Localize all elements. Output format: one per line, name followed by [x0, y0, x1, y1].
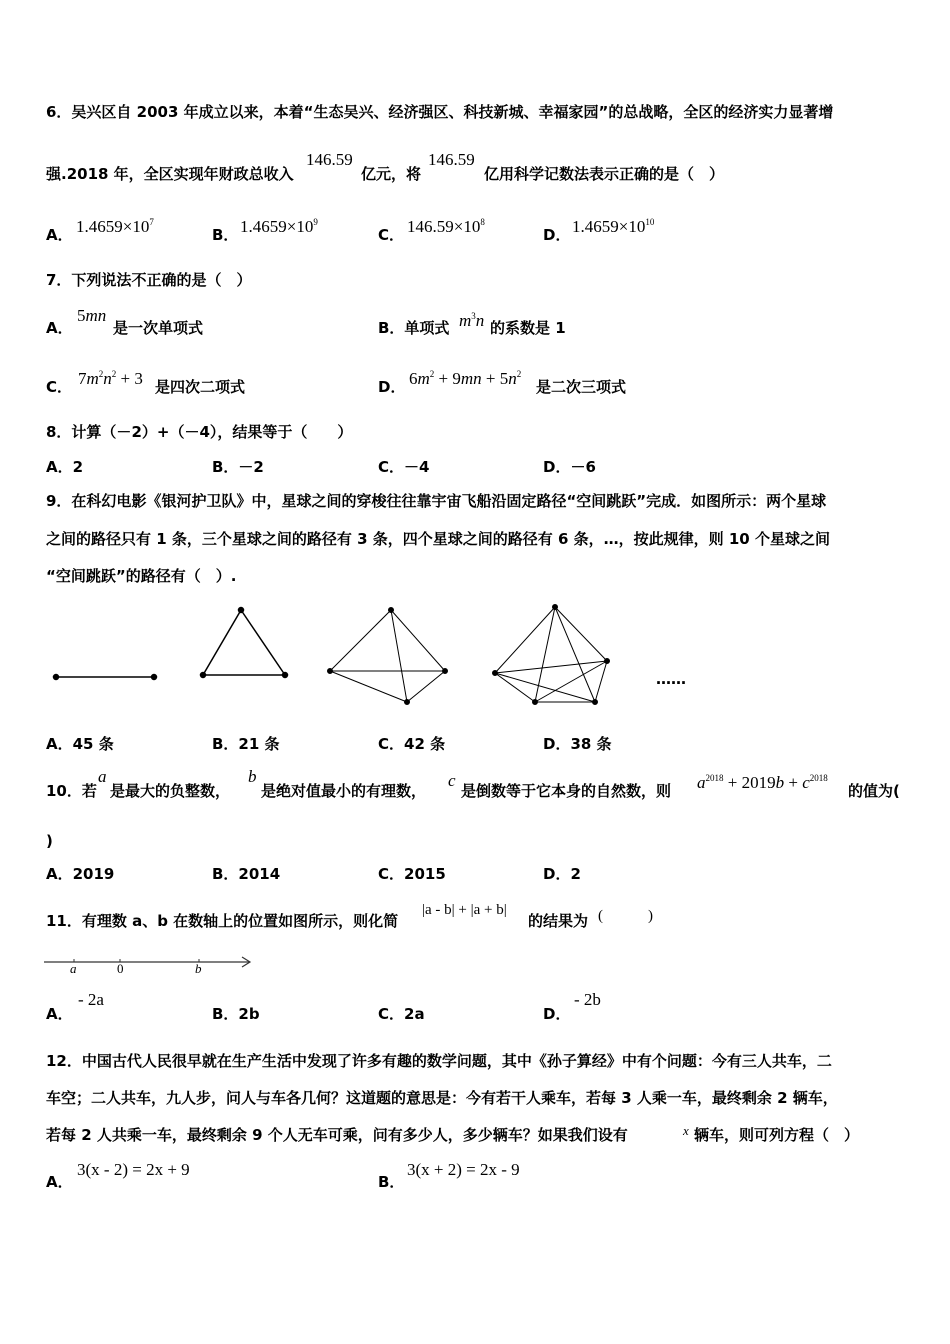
q11-opt-a-val: - 2a — [78, 990, 104, 1009]
graph-2-stars — [54, 675, 157, 680]
q6-line2-b: 亿元，将 — [361, 165, 422, 183]
q6-opt-b-label: B． — [212, 226, 239, 244]
q6-opt-d-label: D． — [543, 226, 571, 244]
q10-opt-b: B．2014 — [212, 865, 281, 883]
q10-text-5: 的值为( — [848, 782, 900, 800]
q12-opt-a-label: A． — [46, 1173, 73, 1191]
q10-text-3: 是绝对值最小的有理数， — [261, 782, 427, 800]
q10-text-2: 是最大的负整数， — [110, 782, 231, 800]
q7-opt-d-expr: $6m^2 + 9mn + 5n^2$ — [409, 369, 522, 388]
q10-text-4: 是倒数等于它本身的自然数，则 — [461, 782, 672, 800]
q7-opt-b-label: B．单项式 — [378, 319, 450, 337]
q6-line2-a: 强.2018 年，全区实现年财政总收入 — [46, 165, 294, 183]
q11-stem-b: 的结果为 — [528, 912, 589, 930]
q7-opt-a-text: 是一次单项式 — [113, 319, 204, 337]
q6-opt-d-expr: $1.4659\times 10^{10}$ — [572, 217, 655, 236]
q7-opt-c-expr: $7m^2n^2 + 3$ — [78, 369, 143, 388]
q11-paren: ( ) — [598, 908, 653, 924]
q12-opt-a-eq: 3(x - 2) = 2x + 9 — [77, 1160, 190, 1179]
q7-opt-d-label: D． — [378, 378, 406, 396]
axis-label-b: b — [195, 961, 202, 976]
q10-line2: ) — [46, 832, 53, 850]
q8-opt-a: A．2 — [46, 458, 84, 476]
axis-label-a: a — [70, 961, 77, 976]
q12-opt-b-eq: 3(x + 2) = 2x - 9 — [407, 1160, 520, 1179]
q7-opt-c-label: C． — [46, 378, 73, 396]
q11-opt-a-label: A． — [46, 1005, 73, 1023]
q10-var-b: b — [248, 767, 257, 786]
q9-opt-c: C．42 条 — [378, 735, 446, 753]
q11-number-line — [44, 950, 264, 980]
q6-num1: 146.59 — [306, 150, 353, 169]
q9-opt-b: B．21 条 — [212, 735, 280, 753]
q9-line3: “空间跳跃”的路径有（ ）. — [46, 567, 237, 585]
q8-opt-c: C．－4 — [378, 458, 430, 476]
q10-expression: $a^{2018} + 2019b + c^{2018}$ — [697, 773, 828, 792]
q7-stem: 7．下列说法不正确的是（ ） — [46, 271, 252, 289]
q12-line2: 车空；二人共车，九人步，问人与车各几何？这道题的意思是：今有若干人乘车，若每 3 人乘一车，最终剩余 2 辆车， — [46, 1089, 838, 1107]
q7-opt-b-expr: $m^3n$ — [459, 311, 485, 330]
graph-3-stars — [201, 608, 288, 678]
q6-opt-c-label: C． — [378, 226, 405, 244]
q7-opt-a-label: A． — [46, 319, 73, 337]
q12-opt-b-label: B． — [378, 1173, 405, 1191]
q9-opt-d: D．38 条 — [543, 735, 612, 753]
q10-var-a: a — [98, 767, 107, 786]
q11-opt-d-val: - 2b — [574, 990, 601, 1009]
q12-line3-b: 辆车，则可列方程（ ） — [694, 1126, 860, 1144]
q10-text-1: 10．若 — [46, 782, 97, 800]
q7-opt-d-text: 是二次三项式 — [536, 378, 627, 396]
axis-label-0: 0 — [117, 961, 124, 976]
q11-expression: |a - b| + |a + b| — [422, 902, 507, 918]
q12-var-x: x — [683, 1123, 689, 1138]
q7-opt-a-expr: 5mn — [77, 306, 107, 325]
q8-opt-b: B．－2 — [212, 458, 264, 476]
q6-line1: 6．吴兴区自 2003 年成立以来，本着“生态吴兴、经济强区、科技新城、幸福家园”的总战略，全区的经济实力显著增 — [46, 103, 834, 121]
q9-line1: 9．在科幻电影《银河护卫队》中，星球之间的穿梭往往靠宇宙飞船沿固定路径“空间跳跃”完成．如图所示：两个星球 — [46, 492, 827, 510]
q6-opt-a-label: A． — [46, 226, 73, 244]
q11-opt-b: B．2b — [212, 1005, 260, 1023]
q6-line2-c: 亿用科学记数法表示正确的是（ ） — [484, 165, 725, 183]
q9-line2: 之间的路径只有 1 条，三个星球之间的路径有 3 条，四个星球之间的路径有 6 条，…，按此规律，则 10 个星球之间 — [46, 530, 830, 548]
q10-var-c: c — [448, 771, 456, 790]
q9-figure — [0, 600, 950, 720]
q9-ellipsis: …… — [656, 670, 686, 688]
q10-opt-a: A．2019 — [46, 865, 115, 883]
q6-opt-b-expr: $1.4659\times 10^9$ — [240, 217, 318, 236]
q11-opt-c: C．2a — [378, 1005, 425, 1023]
q12-line1: 12．中国古代人民很早就在生产生活中发现了许多有趣的数学问题，其中《孙子算经》中有个问题：今有三人共车，二 — [46, 1052, 832, 1070]
q6-num2: 146.59 — [428, 150, 475, 169]
q8-stem: 8．计算（－2）+（－4），结果等于（ ） — [46, 423, 353, 441]
graph-4-stars — [328, 608, 448, 705]
q7-opt-b-text: 的系数是 1 — [490, 319, 566, 337]
q7-opt-c-text: 是四次二项式 — [155, 378, 246, 396]
q10-opt-d: D．2 — [543, 865, 581, 883]
q10-opt-c: C．2015 — [378, 865, 446, 883]
graph-5-stars — [493, 605, 610, 705]
q12-line3-a: 若每 2 人共乘一车，最终剩余 9 个人无车可乘，问有多少人，多少辆车？如果我们设有 — [46, 1126, 628, 1144]
q8-opt-d: D．－6 — [543, 458, 596, 476]
q11-opt-d-label: D． — [543, 1005, 571, 1023]
q11-stem-a: 11．有理数 a、b 在数轴上的位置如图所示，则化简 — [46, 912, 399, 930]
q6-opt-a-expr: $1.4659\times 10^7$ — [76, 217, 154, 236]
q6-opt-c-expr: $146.59\times 10^8$ — [407, 217, 485, 236]
q9-opt-a: A．45 条 — [46, 735, 114, 753]
